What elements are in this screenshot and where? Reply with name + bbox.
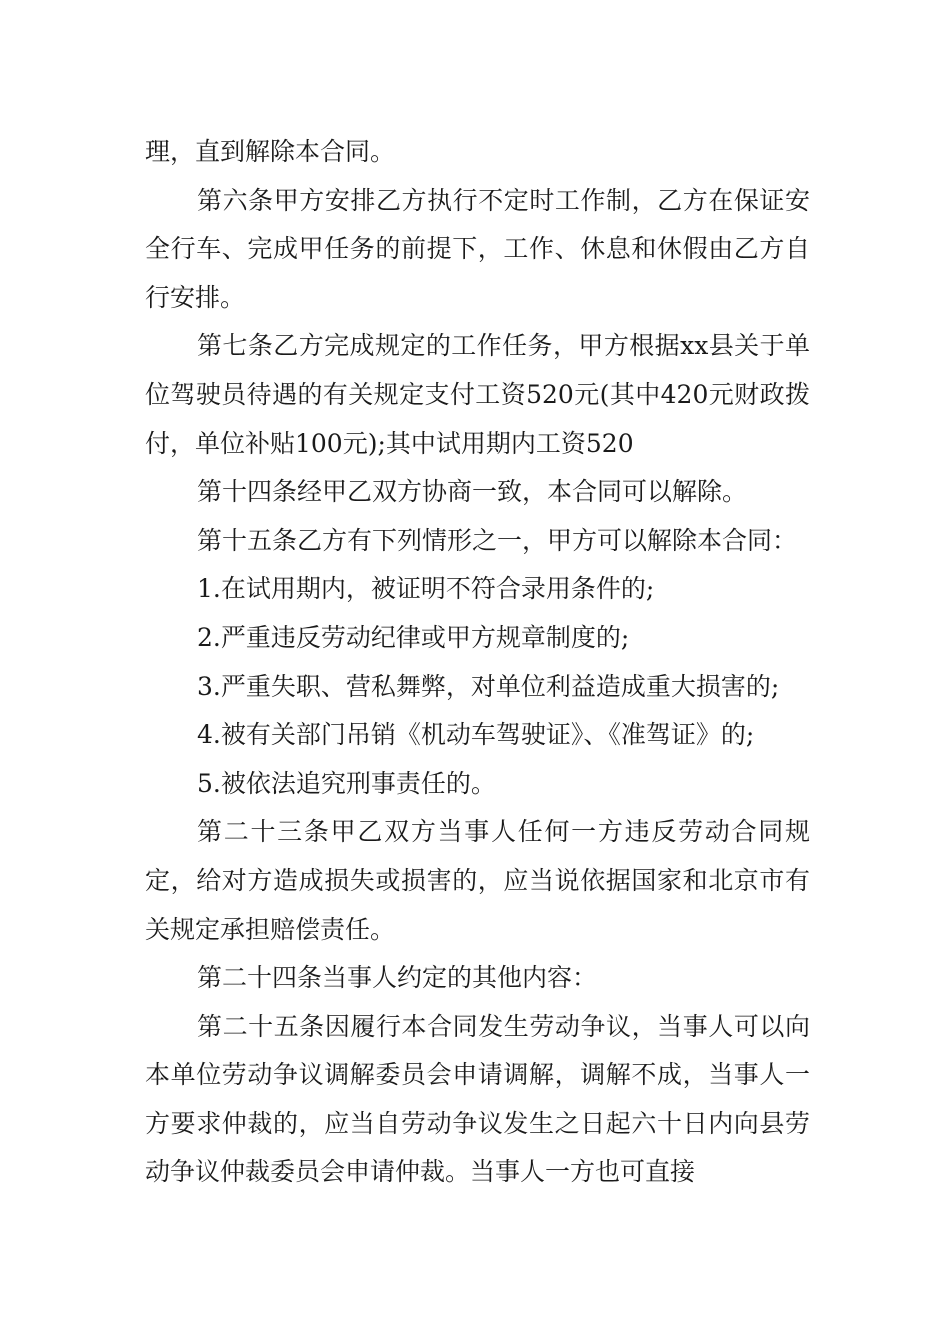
paragraph-article-24: 第二十四条当事人约定的其他内容： [197,963,598,993]
paragraph-article-6: 第六条甲方安排乙方执行不定时工作制，乙方在保证安全行车、完成甲任务的前提下，工作、休息和休假由乙方自行安排。 [145,185,810,312]
document-body [145,128,810,1197]
paragraph-continuation: 理，直到解除本合同。 [145,137,396,166]
paragraph-article-14: 第十四条经甲乙双方协商一致，本合同可以解除。 [197,477,748,507]
list-item-4: 4.被有关部门吊销《机动车驾驶证》、《准驾证》的; [197,720,755,750]
paragraph-article-15: 第十五条乙方有下列情形之一，甲方可以解除本合同： [197,525,798,555]
paragraph-article-25: 第二十五条因履行本合同发生劳动争议，当事人可以向本单位劳动争议调解委员会申请调解，调解不成，当事人一方要求仲裁的，应当自劳动争议发生之日起六十日内向县劳动争议仲裁委员会申请仲裁。当事人一方也可直接 [145,1011,810,1187]
list-item-2: 2.严重违反劳动纪律或甲方规章制度的; [197,622,630,652]
paragraph-article-7: 第七条乙方完成规定的工作任务，甲方根据xx县关于单位驾驶员待遇的有关规定支付工资520元(其中420元财政拨付，单位补贴100元);其中试用期内工资520 [145,331,810,458]
list-item-1: 1.在试用期内，被证明不符合录用条件的; [197,574,655,604]
list-item-3: 3.严重失职、营私舞弊，对单位利益造成重大损害的; [197,671,780,701]
list-item-5: 5.被依法追究刑事责任的。 [197,768,496,798]
paragraph-article-23: 第二十三条甲乙双方当事人任何一方违反劳动合同规定，给对方造成损失或损害的，应当说依据国家和北京市有关规定承担赔偿责任。 [145,817,810,944]
